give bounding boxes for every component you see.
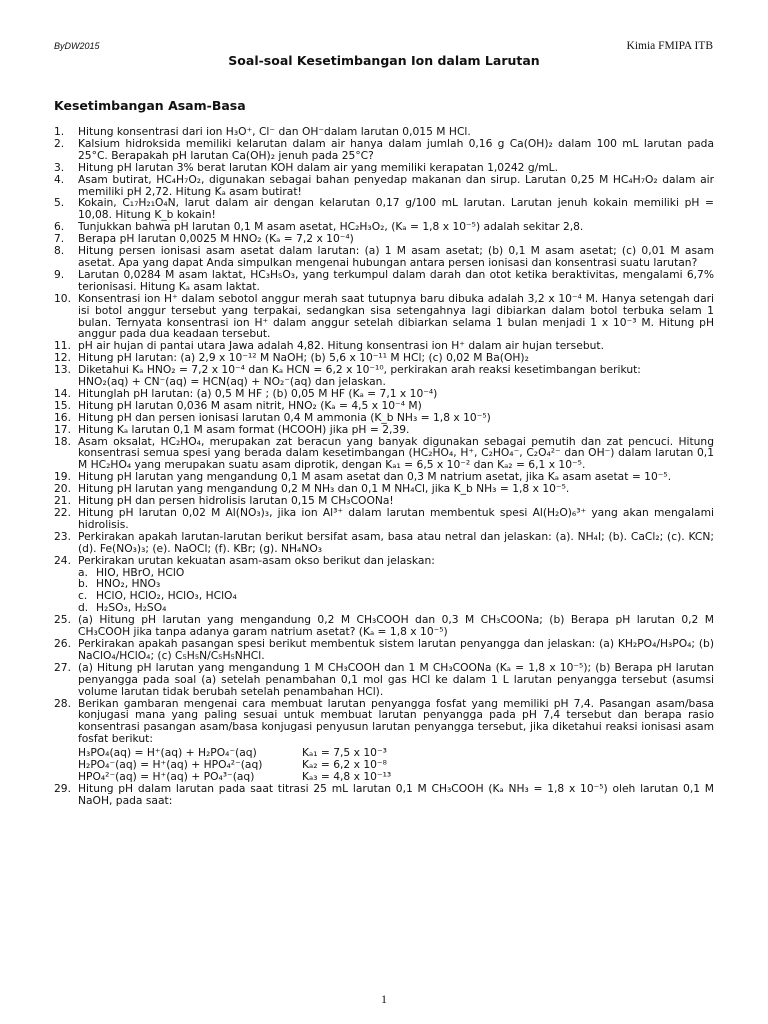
sub-item-letter: b. [78,577,89,591]
question-text: Hitung pH larutan yang mengandung 0,2 M NH₃ dan 0,1 M NH₄Cl, jika K_b NH₃ = 1,8 x 10⁻⁵. [78,482,570,496]
question-number: 23. [54,529,71,543]
question-text: Hitung pH larutan 0,02 M Al(NO₃)₃, jika ion Al³⁺ dalam larutan membentuk spesi Al(H₂O)₆³⁺ yang akan mengalami hidrolisis. [78,506,714,531]
question-text: Diketahui Kₐ HNO₂ = 7,2 x 10⁻⁴ dan Kₐ HCN = 6,2 x 10⁻¹⁰, perkirakan arah reaksi kesetimbangan berikut: [78,363,641,377]
question-item [54,162,714,174]
question-text: Larutan 0,0284 M asam laktat, HC₃H₅O₃, yang terkumpul dalam darah dan otot ketika beraktivitas, mengalami 6,7% terionisasi. Hitung Kₐ asam laktat. [78,267,714,293]
question-item [54,436,714,472]
question-text: Hitung pH dan persen hidrolisis larutan 0,15 M CH₃COONa! [78,494,394,508]
question-item [54,698,714,746]
question-number: 18. [54,434,71,448]
question-text: (a) Hitung pH larutan yang mengandung 0,2 M CH₃COOH dan 0,3 M CH₃COONa; (b) Berapa pH larutan 0,2 M CH₃COOH jika tanpa adanya garam natrium asetat? (Kₐ = 1,8 x 10⁻⁵) [78,613,714,639]
question-text: Perkirakan apakah larutan-larutan berikut bersifat asam, basa atau netral dan jelaskan: (a). NH₄I; (b). CaCl₂; (c). KCN; (d). Fe(NO₃)₃; (e). NaOCl; (f). KBr; (g). NH₄NO₃ [78,529,714,555]
question-number: 28. [54,696,71,710]
question-item [54,783,714,807]
reaction-equation: HPO₄²⁻(aq) = H⁺(aq) + PO₄³⁻(aq) [78,769,255,783]
question-list [54,126,714,807]
question-number: 20. [54,482,71,496]
question-number: 22. [54,506,71,519]
question-item [54,424,714,436]
question-item [54,400,714,412]
question-number: 16. [54,410,71,424]
question-number: 12. [54,351,71,365]
question-item [54,638,714,662]
question-number: 2. [54,136,65,150]
question-number: 1. [54,125,65,138]
question-number: 3. [54,160,65,174]
question-number: 4. [54,172,65,186]
sub-item-letter: a. [78,565,88,579]
reaction-equation: HNO₂(aq) + CN⁻(aq) = HCN(aq) + NO₂⁻(aq) dan jelaskan. [78,375,386,389]
question-item [54,614,714,638]
question-text: Berikan gambaran mengenai cara membuat larutan penyangga fosfat yang memiliki pH 7,4. Pasangan asam/basa konjugasi mana yang paling sesuai untuk membuat larutan penyangga pada pH 7,4 tersebut dan berapa rasio konsentrasi pasangan asam/basa konjugasi penyusun larutan penyangga tersebut, jika diketahui reaksi ionisasi asam fosfat berikut: [78,696,714,746]
question-number: 7. [54,232,65,246]
question-number: 26. [54,636,71,650]
question-number: 6. [54,220,65,234]
question-item [54,293,714,341]
question-item [54,662,714,698]
question-number: 5. [54,196,65,210]
question-text: Hitung Kₐ larutan 0,1 M asam format (HCOOH) jika pH = 2,39. [78,422,410,436]
question-number: 19. [54,470,71,484]
sub-item-letter: d. [78,601,89,615]
reaction-equation: H₂PO₄⁻(aq) = H⁺(aq) + HPO₄²⁻(aq) [78,758,263,772]
sub-item-text: H₂SO₃, H₂SO₄ [96,601,167,615]
question-number: 24. [54,553,71,567]
sub-item-text: HClO, HClO₂, HClO₃, HClO₄ [96,589,237,603]
equilibrium-constant: Kₐ₃ = 4,8 x 10⁻¹³ [302,769,392,783]
question-text: Hitung pH larutan 3% berat larutan KOH dalam air yang memiliki kerapatan 1,0242 g/mL. [78,160,559,174]
question-number: 14. [54,386,71,400]
section-heading: Kesetimbangan Asam-Basa [54,98,246,113]
question-number: 29. [54,781,71,795]
question-number: 21. [54,494,71,508]
reaction-equation: H₃PO₄(aq) = H⁺(aq) + H₂PO₄⁻(aq) [78,746,257,760]
question-text: Asam oksalat, HC₂HO₄, merupakan zat beracun yang banyak digunakan sebagai pemutih dan zat pencuci. Hitung konsentrasi semua spesi yang berada dalam kesetimbangan (HC₂HO₄, H⁺, C₂HO₄⁻, C₂O₄²⁻ dan OH⁻) dalam larutan 0,1 M HC₂HO₄ yang merupakan suatu asam diprotik, dengan Kₐ₁ = 6,5 x 10⁻² dan Kₐ₂ = 6,1 x 10⁻⁵. [78,434,714,472]
question-text: Hitung pH larutan yang mengandung 0,1 M asam asetat dan 0,3 M natrium asetat, jika Kₐ asam asetat = 10⁻⁵. [78,470,672,484]
question-number: 8. [54,244,65,258]
page-number: 1 [381,992,387,1006]
equilibrium-constant: Kₐ₂ = 6,2 x 10⁻⁸ [302,758,387,772]
question-text: Hitung pH dan persen ionisasi larutan 0,4 M ammonia (K_b NH₃ = 1,8 x 10⁻⁵) [78,410,491,424]
question-number: 25. [54,613,71,627]
equilibrium-constant: Kₐ₁ = 7,5 x 10⁻³ [302,746,387,760]
question-text: Hitunglah pH larutan: (a) 0,5 M HF ; (b) 0,05 M HF (Kₐ = 7,1 x 10⁻⁴) [78,386,438,400]
question-text: Perkirakan urutan kekuatan asam-asam okso berikut dan jelaskan: [78,553,435,567]
question-text: Hitung pH larutan: (a) 2,9 x 10⁻¹² M NaOH; (b) 5,6 x 10⁻¹¹ M HCl; (c) 0,02 M Ba(OH)₂ [78,351,529,365]
question-text: Perkirakan apakah pasangan spesi berikut membentuk sistem larutan penyangga dan jelaskan: (a) KH₂PO₄/H₃PO₄; (b) NaClO₄/HClO₄; (c) C₅H₅N/C₅H₅NHCl. [78,636,714,662]
question-text: Kokain, C₁₇H₂₁O₄N, larut dalam air dengan kelarutan 0,17 g/100 mL larutan. Larutan jenuh kokain memiliki pH = 10,08. Hitung K_b kokain! [78,196,714,222]
question-number: 10. [54,291,71,305]
question-item [54,269,714,293]
question-text: Hitung konsentrasi dari ion H₃O⁺, Cl⁻ dan OH⁻dalam larutan 0,015 M HCl. [78,125,471,138]
question-number: 13. [54,363,71,377]
question-item [54,174,714,198]
question-item [54,412,714,424]
question-text: Konsentrasi ion H⁺ dalam sebotol anggur merah saat tutupnya baru dibuka adalah 3,2 x 10⁻⁴ M. Hanya setengah dari isi botol anggur tersebut yang terpakai, sedangkan sisa setengahnya lagi dibiarkan dalam botol terbuka selam 1 bulan. Ternyata konsentrasi ion H⁺ dalam anggur setelah dibiarkan selama 1 bulan menjadi 1 x 10⁻³ M. Hitung pH anggur pada dua keadaan tersebut. [78,291,714,341]
sub-item-letter: c. [78,589,88,603]
sub-item-text: HNO₂, HNO₃ [96,577,161,591]
question-number: 17. [54,422,71,436]
document-title: Soal-soal Kesetimbangan Ion dalam Larutan [228,53,540,68]
question-text: Kalsium hidroksida memiliki kelarutan dalam air hanya dalam jumlah 0,16 g Ca(OH)₂ dalam 100 mL larutan pada 25°C. Berapakah pH larutan Ca(OH)₂ jenuh pada 25°C? [78,136,714,162]
header-author: ByDW2015 [54,41,100,51]
sub-item-text: HIO, HBrO, HClO [96,565,185,579]
question-text: Asam butirat, HC₄H₇O₂, digunakan sebagai bahan penyedap makanan dan sirup. Larutan 0,25 M HC₄H₇O₂ dalam air memiliki pH 2,72. Hitung Kₐ asam butirat! [78,172,714,198]
question-text: Hitung pH larutan 0,036 M asam nitrit, HNO₂ (Kₐ = 4,5 x 10⁻⁴ M) [78,398,422,412]
question-number: 9. [54,267,65,281]
question-item [54,197,714,221]
header-institution: Kimia FMIPA ITB [626,40,713,52]
question-item [54,555,714,567]
question-number: 27. [54,660,71,674]
question-text: Tunjukkan bahwa pH larutan 0,1 M asam asetat, HC₂H₃O₂, (Kₐ = 1,8 x 10⁻⁵) adalah sekitar 2,8. [78,220,584,234]
question-text: Hitung persen ionisasi asam asetat dalam larutan: (a) 1 M asam asetat; (b) 0,1 M asam asetat; (c) 0,01 M asam asetat. Apa yang dapat Anda simpulkan mengenai hubungan antara persen ionisasi dan konsentrasi suatu larutan? [78,244,714,269]
question-item [54,138,714,162]
question-item [54,245,714,269]
question-item [54,507,714,531]
question-text: (a) Hitung pH larutan yang mengandung 1 M CH₃COOH dan 1 M CH₃COONa (Kₐ = 1,8 x 10⁻⁵); (b) Berapa pH larutan penyangga pada soal (a) setelah penambahan 0,1 mol gas HCl ke dalam 1 L larutan penyangga tersebut (asumsi volume larutan tidak berubah setelah penambahan HCl). [78,660,714,698]
question-number: 11. [54,339,71,353]
question-text: Berapa pH larutan 0,0025 M HNO₂ (Kₐ = 7,2 x 10⁻⁴) [78,232,354,246]
question-number: 15. [54,398,71,412]
question-text: Hitung pH dalam larutan pada saat titrasi 25 mL larutan 0,1 M CH₃COOH (Kₐ NH₃ = 1,8 x 10⁻⁵) oleh larutan 0,1 M NaOH, pada saat: [78,781,714,807]
question-text: pH air hujan di pantai utara Jawa adalah 4,82. Hitung konsentrasi ion H⁺ dalam air hujan tersebut. [78,339,604,353]
question-item [54,531,714,555]
